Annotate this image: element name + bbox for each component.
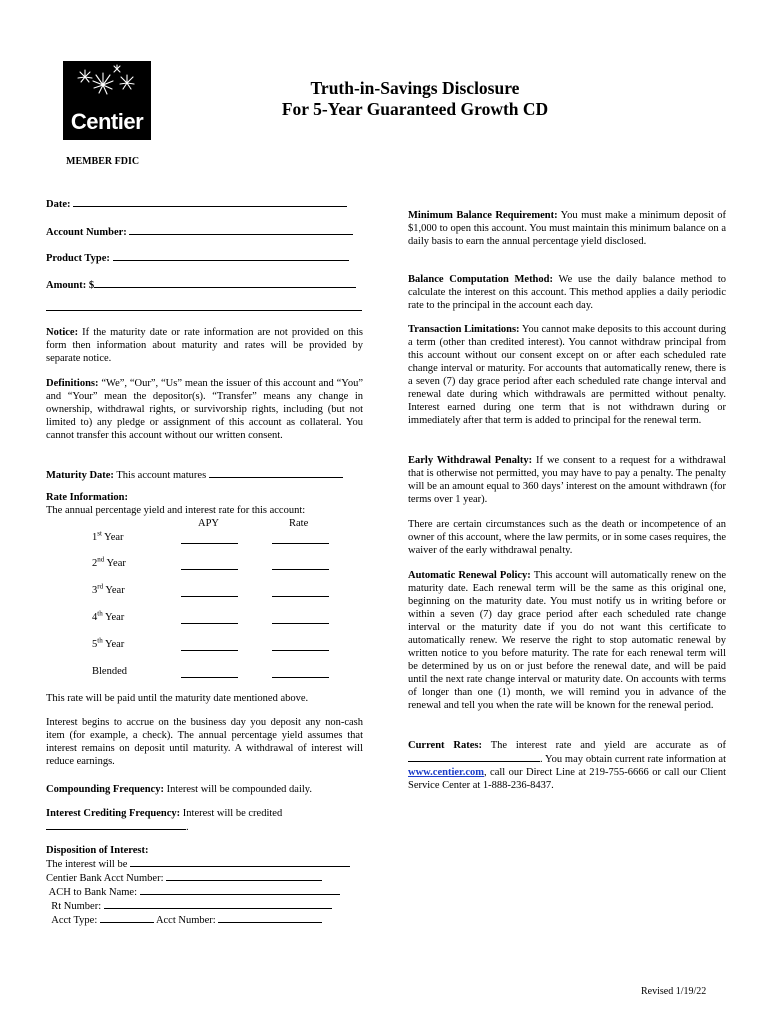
auto-renewal-section bbox=[408, 569, 726, 712]
amount-label: Amount: $ bbox=[46, 280, 95, 291]
apy-blank[interactable] bbox=[181, 542, 238, 544]
rate-row-label bbox=[92, 531, 124, 544]
rate-row-number: 1 bbox=[92, 532, 98, 543]
notice-label: Notice: bbox=[46, 327, 79, 338]
rate-info-text: The annual percentage yield and interest rate for this account: bbox=[46, 505, 306, 516]
rate-row-number: 2 bbox=[92, 558, 98, 569]
apy-blank[interactable] bbox=[181, 595, 238, 597]
rate-row-text: Year bbox=[104, 532, 124, 543]
compounding-section bbox=[46, 783, 363, 796]
rate-blank[interactable] bbox=[272, 542, 329, 544]
balance-method-text: We use the daily balance method to calculate the interest on this account. This method applies a daily periodic rate to the principal in the account each day. bbox=[408, 274, 726, 311]
crediting-label: Interest Crediting Frequency: bbox=[46, 808, 181, 819]
bank-acct-label: Centier Bank Acct Number: bbox=[46, 873, 164, 884]
apy-header: APY bbox=[198, 518, 220, 529]
apy-blank[interactable] bbox=[181, 568, 238, 570]
product-type-label: Product Type: bbox=[46, 253, 110, 264]
rate-row-label bbox=[92, 584, 125, 597]
rate-paid-text: This rate will be paid until the maturity date mentioned above. bbox=[46, 693, 309, 704]
centier-logo bbox=[63, 61, 151, 140]
rate-row-number: 3 bbox=[92, 585, 98, 596]
product-type-line[interactable] bbox=[113, 251, 349, 261]
rate-row-suffix: rd bbox=[97, 582, 104, 591]
acct-type-label: Acct Type: bbox=[51, 915, 98, 926]
rate-blank[interactable] bbox=[272, 568, 329, 570]
acct-number-line[interactable] bbox=[218, 913, 322, 923]
maturity-line[interactable] bbox=[209, 468, 343, 478]
definitions-label: Definitions: bbox=[46, 378, 99, 389]
rt-label: Rt Number: bbox=[51, 901, 102, 912]
date-field bbox=[46, 197, 363, 211]
amount-field bbox=[46, 278, 363, 292]
ach-line[interactable] bbox=[140, 885, 340, 895]
current-rates-section bbox=[408, 739, 726, 792]
auto-renewal-label: Automatic Renewal Policy: bbox=[408, 570, 531, 581]
apy-blank[interactable] bbox=[181, 676, 238, 678]
crediting-section: Interest Crediting Frequency: Interest will be credited . bbox=[46, 808, 283, 833]
maturity-text: This account matures bbox=[116, 470, 207, 481]
apy-blank[interactable] bbox=[181, 622, 238, 624]
rt-line[interactable] bbox=[104, 899, 332, 909]
min-balance-text: You must make a minimum deposit of $1,000 to open this account. You must maintain this minimum balance on a daily basis to earn the annual percentage yield disclosed. bbox=[408, 210, 726, 247]
auto-renewal-text: This account will automatically renew on the maturity date. Each renewal term will be the same as this original one, beginning on the maturity date. You must notify us in writing before or within a seven (7) day grace period after each scheduled rate change interval or the maturity date if you do not want this certificate to automatically renew. We reserve the right to stop automatic renewal by written notice to you before maturity. The rate for each renewal term will be determined by us on or just before the renewal date, and will be paid until the next rate change interval or maturity date. On accounts with terms of longer than one (1) month, we will remind you in advance of the renewal and tell you when the rate will be known for the renewal period. bbox=[408, 570, 727, 711]
balance-method-section bbox=[408, 273, 726, 312]
notice-text: If the maturity date or rate information are not provided on this form then information about maturity and rates will be provided by separate notice. bbox=[46, 327, 363, 364]
circumstances-text: There are certain circumstances such as the death or incompetence of an owner of this account, where the law permits, or in some cases requires, the waiver of the early withdrawal penalty. bbox=[408, 519, 726, 556]
title-line-2: For 5-Year Guaranteed Growth CD bbox=[281, 99, 549, 119]
rate-row-number: 4 bbox=[92, 612, 98, 623]
logo-wordmark: Centier bbox=[70, 109, 144, 134]
disposition-section bbox=[46, 844, 363, 927]
rate-row-text: Year bbox=[104, 612, 125, 623]
maturity-date-field bbox=[46, 468, 363, 482]
current-rates-text-3: , call our Direct Line at 219-755-6666 or call our Client Service Center at 1-888-236-8437. bbox=[408, 767, 726, 791]
compounding-text: Interest will be compounded daily. bbox=[166, 784, 312, 795]
title-line-1: Truth-in-Savings Disclosure bbox=[310, 78, 520, 98]
rate-row-text: Year bbox=[106, 558, 126, 569]
paid-to-line[interactable] bbox=[130, 857, 350, 867]
crediting-line[interactable] bbox=[46, 820, 186, 830]
current-rates-label: Current Rates: bbox=[408, 740, 482, 751]
rate-row-label bbox=[92, 557, 126, 570]
rate-row-suffix: nd bbox=[97, 555, 105, 564]
current-rates-text-2: . You may obtain current rate information at bbox=[540, 754, 726, 765]
rate-row-label bbox=[92, 665, 127, 678]
rate-row-suffix: th bbox=[97, 636, 103, 645]
maturity-label: Maturity Date: bbox=[46, 470, 114, 481]
apy-blank[interactable] bbox=[181, 649, 238, 651]
rate-blank[interactable] bbox=[272, 595, 329, 597]
rate-row-text: Year bbox=[105, 585, 125, 596]
rate-row-suffix: th bbox=[97, 609, 103, 618]
notice-section bbox=[46, 326, 363, 365]
interest-accrue-text: Interest begins to accrue on the business day you deposit any non-cash item (for example, a check). The annual percentage yield assumes that interest remains on deposit until maturity. A withdrawal of interest will reduce earnings. bbox=[46, 717, 363, 767]
rate-blank[interactable] bbox=[272, 622, 329, 624]
account-number-label: Account Number: bbox=[46, 227, 127, 238]
transaction-label: Transaction Limitations: bbox=[408, 324, 520, 335]
rate-blank[interactable] bbox=[272, 676, 329, 678]
revised-date: Revised 1/19/22 bbox=[641, 986, 707, 997]
rate-row-text: Blended bbox=[92, 666, 127, 677]
bank-acct-line[interactable] bbox=[166, 871, 322, 881]
account-number-line[interactable] bbox=[129, 225, 353, 235]
early-withdrawal-text: If we consent to a request for a withdrawal that is otherwise not permitted, you may have to pay a penalty. The penalty will be an amount equal to 360 days’ interest on the amount withdrawn (for terms over 1 year). bbox=[408, 455, 726, 505]
centier-website-link[interactable]: www.centier.com bbox=[408, 767, 485, 778]
balance-method-label: Balance Computation Method: bbox=[408, 274, 553, 285]
acct-number-label: Acct Number: bbox=[155, 915, 216, 926]
amount-line[interactable] bbox=[94, 278, 356, 288]
rate-row-label bbox=[92, 611, 124, 624]
definitions-text: “We”, “Our”, “Us” mean the issuer of this account and “You” and “Your” mean the depositor(s). “Transfer” means any change in ownership, withdrawal rights, or survivorship rights, including (but not limited to) any pledge or assignment of this account as collateral. You cannot transfer this account without our written consent. bbox=[46, 378, 363, 441]
rate-row-text: Year bbox=[104, 639, 125, 650]
acct-type-line[interactable] bbox=[100, 913, 154, 923]
early-withdrawal-section bbox=[408, 454, 726, 506]
rate-row-number: 5 bbox=[92, 639, 98, 650]
transaction-text: You cannot make deposits to this account during a term (other than credited interest). You cannot withdraw principal from this account without our consent except on or after each scheduled rate change interval or maturity. For accounts that automatically renew, there is a seven (7) day grace period after each scheduled rate change interval and renewal date during which withdrawals are permitted without penalty. Interest earned during one term that is not withdrawn during or immediately after that term is added to principal for the renewal term. bbox=[408, 324, 726, 426]
rate-row-label bbox=[92, 638, 124, 651]
date-line[interactable] bbox=[73, 197, 347, 207]
current-rates-text-1: The interest rate and yield are accurate as of bbox=[490, 740, 727, 751]
disposition-label: Disposition of Interest: bbox=[46, 845, 149, 856]
rate-info-label: Rate Information: bbox=[46, 492, 128, 503]
rate-blank[interactable] bbox=[272, 649, 329, 651]
rate-header: Rate bbox=[289, 518, 309, 529]
member-fdic: MEMBER FDIC bbox=[66, 156, 140, 167]
transaction-section bbox=[408, 323, 726, 427]
rate-info-section bbox=[46, 491, 363, 517]
current-rates-date-line[interactable] bbox=[408, 752, 540, 762]
date-label: Date: bbox=[46, 199, 71, 210]
min-balance-label: Minimum Balance Requirement: bbox=[408, 210, 558, 221]
min-balance-section bbox=[408, 209, 726, 248]
product-type-field bbox=[46, 251, 363, 265]
crediting-text: Interest will be credited bbox=[182, 808, 283, 819]
page-title bbox=[230, 78, 600, 120]
early-withdrawal-label: Early Withdrawal Penalty: bbox=[408, 455, 533, 466]
paid-to-label: The interest will be bbox=[46, 859, 128, 870]
ach-label: ACH to Bank Name: bbox=[48, 887, 137, 898]
compounding-label: Compounding Frequency: bbox=[46, 784, 164, 795]
definitions-section bbox=[46, 377, 363, 442]
divider bbox=[46, 310, 362, 311]
rate-row-suffix: st bbox=[97, 529, 102, 538]
account-number-field bbox=[46, 225, 363, 239]
